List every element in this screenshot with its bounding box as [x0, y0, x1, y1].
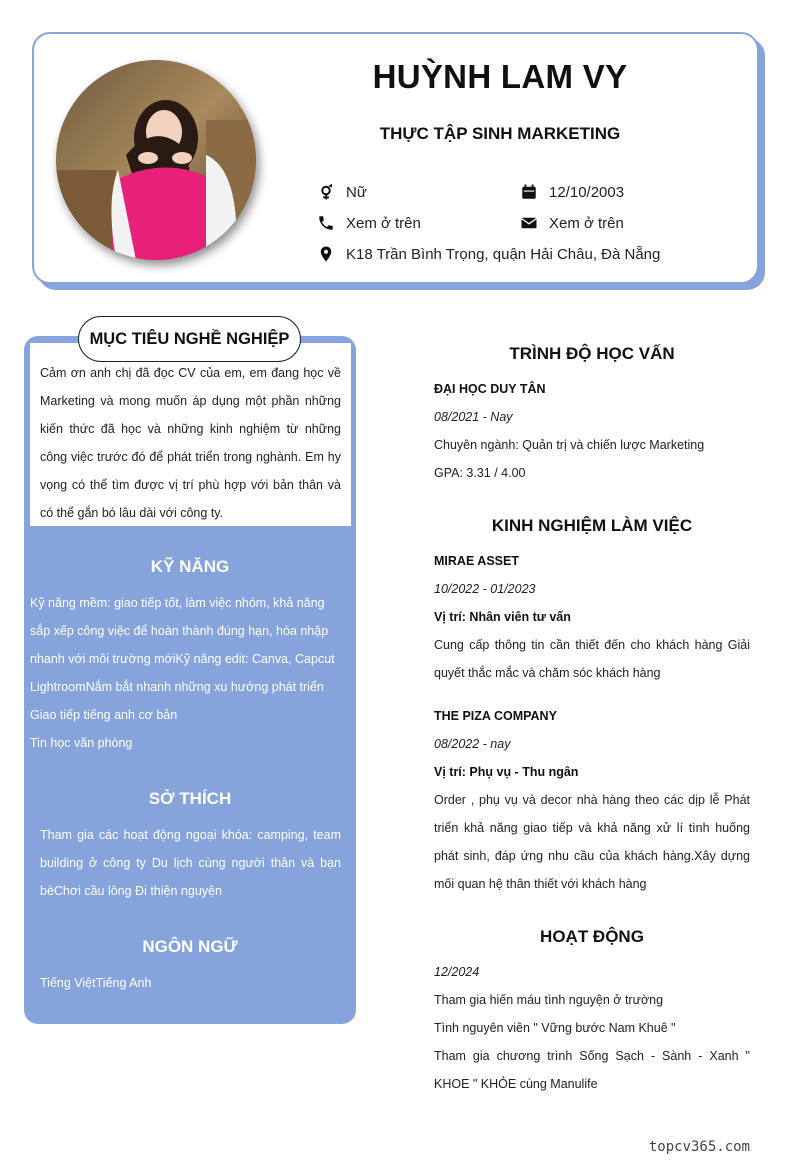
job-company: MIRAE ASSET — [434, 554, 519, 568]
email-text: Xem ở trên — [549, 214, 624, 232]
phone-icon — [316, 213, 336, 233]
education-period: 08/2021 - Nay — [434, 410, 513, 424]
job-position: Vị trí: Phụ vụ - Thu ngân — [434, 765, 579, 779]
job-position: Vị trí: Nhân viên tư vấn — [434, 610, 571, 624]
job-description: Order , phụ vụ và decor nhà hàng theo các dịp lễ Phát triển khả năng giao tiếp và khả năng xử lí tình huống phát sinh, đáp ứng nhu cầu của khách hàng.Xây dựng mối quan hệ thân thiết với khách hàng — [434, 793, 750, 891]
skill-line: Kỹ năng mềm: giao tiếp tốt, làm việc nhóm, khả năng — [30, 596, 325, 610]
education-major: Chuyên ngành: Quản trị và chiến lược Marketing — [434, 438, 705, 452]
gender-info — [316, 182, 367, 202]
activity-line: Tham gia hiến máu tình nguyện ở trường — [434, 993, 664, 1007]
skill-line: Tin học văn phòng — [30, 736, 133, 750]
languages-title: NGÔN NGỮ — [142, 937, 238, 956]
avatar-photo — [56, 60, 256, 260]
education-title: TRÌNH ĐỘ HỌC VẤN — [509, 344, 675, 363]
job-description: Cung cấp thông tin cần thiết đến cho khách hàng Giải quyết thắc mắc và chăm sóc khách hàng — [434, 638, 750, 680]
activity-line: Tình nguyên viên " Vững bước Nam Khuê " — [434, 1021, 676, 1035]
phone-info — [316, 213, 421, 233]
activities-period: 12/2024 — [434, 965, 480, 979]
avatar — [56, 60, 256, 260]
phone-text: Xem ở trên — [346, 214, 421, 232]
languages-text: Tiếng ViệtTiếng Anh — [40, 976, 152, 990]
gender-icon — [316, 182, 336, 202]
header-card — [32, 32, 759, 284]
footer-watermark: topcv365.com — [648, 1139, 750, 1155]
birthday-text: 12/10/2003 — [549, 183, 625, 201]
education-gpa: GPA: 3.31 / 4.00 — [434, 466, 526, 480]
objective-title: MỤC TIÊU NGHỀ NGHIỆP — [78, 316, 301, 362]
hobbies-text: Tham gia các hoạt động ngoại khóa: camping, team building ở công ty Du lịch cùng người thân và bạn bèChơi cầu lông Đi thiện nguyện — [40, 828, 341, 898]
email-icon — [519, 213, 539, 233]
activities-title: HOẠT ĐỘNG — [540, 927, 644, 946]
skills-title: KỸ NĂNG — [150, 557, 230, 576]
job-period: 10/2022 - 01/2023 — [434, 582, 536, 596]
birthday-info — [519, 182, 624, 202]
calendar-icon — [519, 182, 539, 202]
job-company: THE PIZA COMPANY — [434, 709, 557, 723]
candidate-name: HUỲNH LAM VY — [372, 58, 628, 95]
email-info — [519, 213, 624, 233]
experience-title: KINH NGHIỆM LÀM VIỆC — [491, 516, 693, 535]
activity-line: Tham gia chương trình Sống Sạch - Sành - Xanh " KHOE " KHỎE cùng Manulife — [434, 1049, 750, 1091]
location-icon — [316, 244, 336, 264]
address-text: K18 Trần Bình Trọng, quận Hải Châu, Đà Nẵng — [346, 245, 661, 263]
hobbies-title: SỞ THÍCH — [148, 789, 232, 808]
skill-line: Giao tiếp tiếng anh cơ bản — [30, 708, 178, 722]
candidate-role: THỰC TẬP SINH MARKETING — [379, 124, 621, 143]
address-info — [316, 244, 660, 264]
skills-list — [30, 589, 350, 757]
skill-line: LightroomNắm bắt nhanh những xu hướng phát triển — [30, 680, 324, 694]
job-period: 08/2022 - nay — [434, 737, 511, 751]
gender-text: Nữ — [346, 183, 367, 201]
skill-line: sắp xếp công việc để hoàn thành đúng hạn, hòa nhập — [30, 624, 329, 638]
objective-text: Cảm ơn anh chị đã đọc CV của em, em đang học về Marketing và mong muốn áp dụng một phần những kiến thức đã học và những kinh nghiệm từ những công việc trước đó để phát triển trong nghành. Em hy vọng có thể tìm được vị trí phù hợp với bản thân và có thể gắn bó lâu dài với công ty. — [40, 366, 341, 520]
education-school: ĐẠI HỌC DUY TÂN — [434, 382, 546, 396]
skill-line: nhanh với môi trường mớiKỹ năng edit: Canva, Capcut — [30, 652, 335, 666]
